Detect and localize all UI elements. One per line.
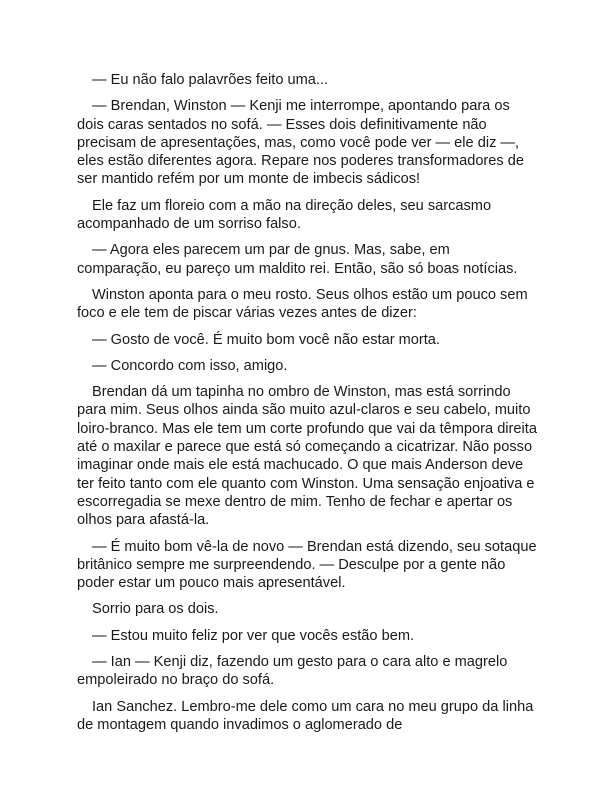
paragraph: — Ian — Kenji diz, fazendo um gesto para o cara alto e magrelo empoleirado no braço do sofá. — [77, 654, 508, 689]
paragraph: — Eu não falo palavrões feito uma... — [92, 72, 329, 88]
document-page — [77, 71, 537, 742]
paragraph: — É muito bom vê-la de novo — Brendan está dizendo, seu sotaque britânico sempre me surpreendendo. — Desculpe por a gente não poder estar um pouco mais apresentável. — [77, 538, 537, 592]
paragraph: Winston aponta para o meu rosto. Seus olhos estão um pouco sem foco e ele tem de piscar várias vezes antes de dizer: — [77, 286, 528, 322]
paragraph: Ele faz um floreio com a mão na direção deles, seu sarcasmo acompanhado de um sorriso falso. — [77, 197, 492, 233]
paragraph: — Estou muito feliz por ver que vocês estão bem. — [92, 627, 415, 644]
paragraph: Sorrio para os dois. — [92, 601, 219, 618]
paragraph: Ian Sanchez. Lembro-me dele como um cara no meu grupo da linha de montagem quando invadimos o aglomerado de — [77, 698, 534, 733]
paragraph: — Agora eles parecem um par de gnus. Mas, sabe, em comparação, eu pareço um maldito rei. Então, são só boas notícias. — [77, 242, 518, 277]
paragraph: Brendan dá um tapinha no ombro de Winston, mas está sorrindo para mim. Seus olhos ainda são muito azul-claros e seu cabelo, muito loiro-branco. Mas ele tem um corte profundo que vai da têmpora direita até o maxilar e parece que está só começando a cicatrizar. Não posso imaginar onde mais ele está machucado. O que mais Anderson deve ter feito tanto com ele quanto com Winston. Uma sensação enjoativa e escorregadia se mexe dentro de mim. Tenho de fechar e apertar os olhos para afastá-la. — [77, 384, 537, 529]
paragraph: — Brendan, Winston — Kenji me interrompe, apontando para os dois caras sentados no sofá. — Esses dois definitivamente não precisam de apresentações, mas, como você pode ver — ele diz —, eles estão diferentes agora. Repare nos poderes transformadores de ser mantido refém por um monte de imbecis sádicos! — [77, 98, 524, 188]
paragraph: — Concordo com isso, amigo. — [92, 357, 288, 374]
paragraph: — Gosto de você. É muito bom você não estar morta. — [92, 331, 440, 348]
